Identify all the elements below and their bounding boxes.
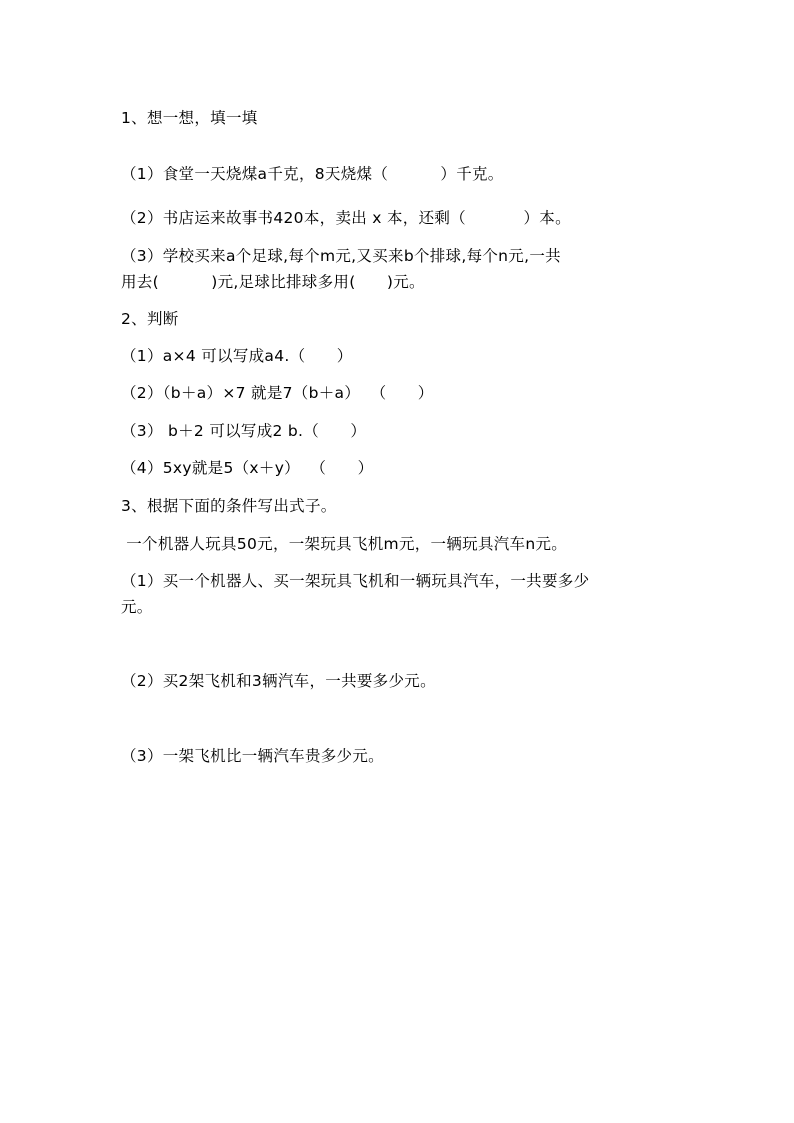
- question-3-2: （2）买2架飞机和3辆汽车，一共要多少元。: [121, 672, 436, 690]
- section-1-heading: 1、想一想，填一填: [121, 109, 258, 127]
- question-1-1: （1）食堂一天烧煤a千克，8天烧煤（ ）千克。: [121, 165, 504, 183]
- question-3-1-line-1: （1）买一个机器人、买一架玩具飞机和一辆玩具汽车，一共要多少: [121, 572, 590, 590]
- question-1-3-line-1: （3）学校买来a个足球,每个m元,又买来b个排球,每个n元,一共: [121, 247, 561, 265]
- section-3-intro: 一个机器人玩具50元，一架玩具飞机m元，一辆玩具汽车n元。: [121, 535, 568, 553]
- question-3-1-line-2: 元。: [121, 598, 153, 616]
- question-2-3: （3） b＋2 可以写成2 b.（ ）: [121, 422, 367, 440]
- section-2-heading: 2、判断: [121, 310, 179, 328]
- question-2-4: （4）5xy就是5（x＋y） （ ）: [121, 459, 374, 477]
- section-3-heading: 3、根据下面的条件写出式子。: [121, 497, 337, 515]
- question-2-1: （1）a×4 可以写成a4.（ ）: [121, 347, 353, 365]
- question-3-3: （3）一架飞机比一辆汽车贵多少元。: [121, 747, 384, 765]
- question-1-3-line-2: 用去( )元,足球比排球多用( )元。: [121, 273, 425, 291]
- question-2-2: （2）（b＋a）×7 就是7（b＋a） （ ）: [121, 384, 434, 402]
- question-1-2: （2）书店运来故事书420本，卖出 x 本，还剩（ ）本。: [121, 209, 571, 227]
